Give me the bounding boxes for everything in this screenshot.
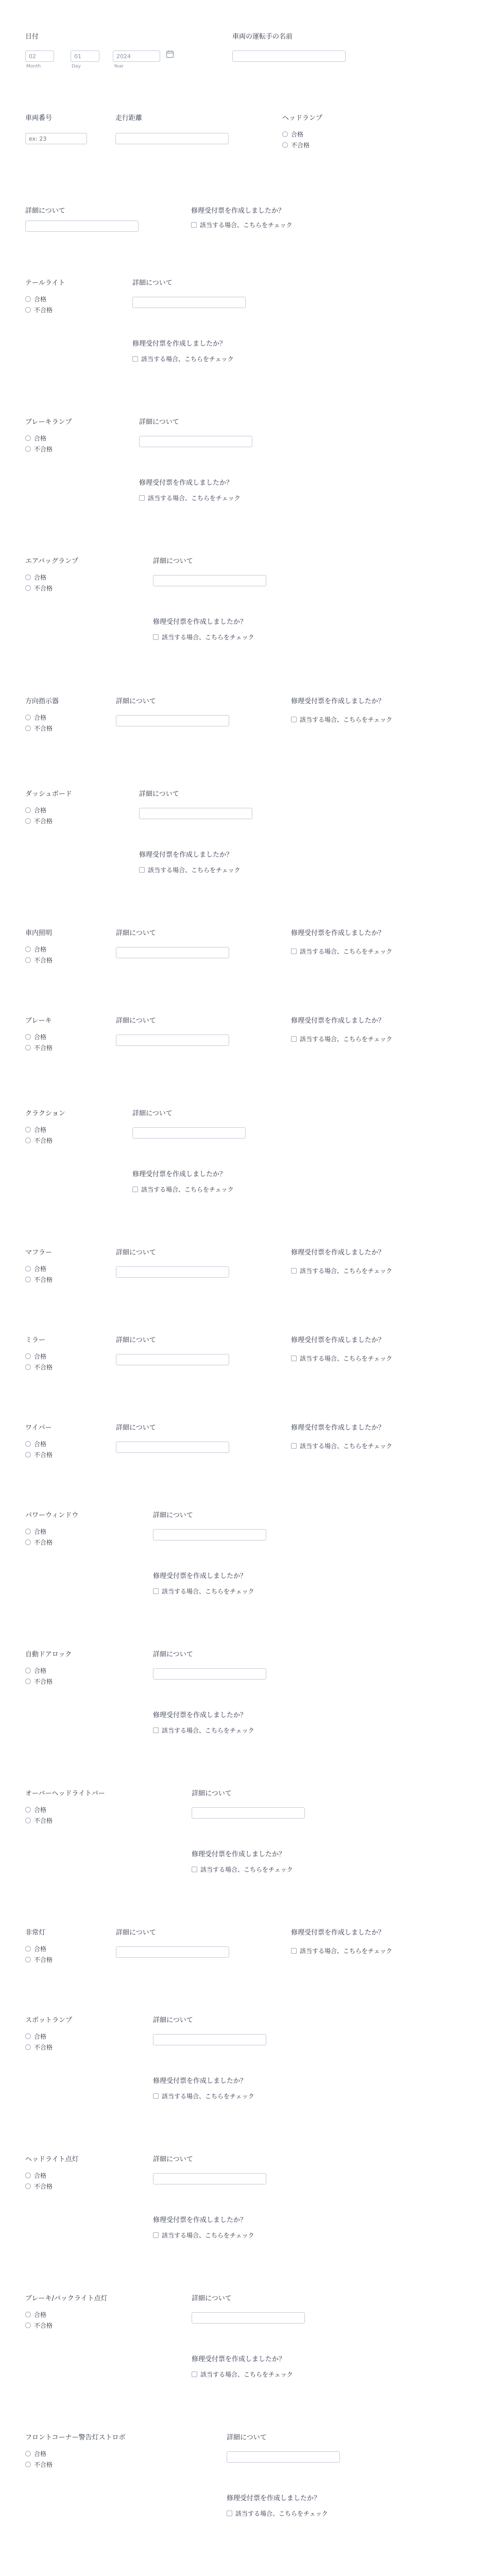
- date-label: 日付: [25, 33, 39, 41]
- item-13-repair-check[interactable]: [153, 1726, 254, 1735]
- item-4-pass-label: 合格: [34, 714, 47, 721]
- item-3-repair-question: 修理受付票を作成しましたか？: [153, 618, 247, 626]
- item-11-pass[interactable]: [25, 1439, 46, 1448]
- item-13-fail[interactable]: [25, 1677, 53, 1686]
- item-16-repair-question: 修理受付票を作成しましたか？: [153, 2077, 247, 2085]
- item-10-repair-check-label: 該当する場合、こちらをチェック: [300, 1355, 392, 1362]
- item-17-fail[interactable]: [25, 2182, 53, 2191]
- item-18-repair-question: 修理受付票を作成しましたか？: [192, 2355, 286, 2363]
- item-16-details-label: 詳細について: [153, 2016, 193, 2024]
- item-5-repair-check[interactable]: [139, 866, 241, 874]
- item-17-details-label: 詳細について: [153, 2156, 193, 2163]
- item-18-details-input[interactable]: [192, 2312, 305, 2324]
- item-6-repair-check-label: 該当する場合、こちらをチェック: [300, 948, 392, 955]
- item-2-details-label: 詳細について: [139, 418, 179, 426]
- item-10-pass-label: 合格: [34, 1353, 47, 1360]
- item-14-fail[interactable]: [25, 1816, 53, 1825]
- item-9-details-label: 詳細について: [116, 1249, 156, 1257]
- item-1-pass-label: 合格: [34, 296, 47, 303]
- item-16-repair-check-label: 該当する場合、こちらをチェック: [162, 2093, 254, 2100]
- item-3-pass[interactable]: [25, 573, 46, 582]
- date-month-input[interactable]: [25, 50, 54, 62]
- item-17-pass-label: 合格: [34, 2172, 47, 2179]
- item-1-details-label: 詳細について: [132, 279, 173, 287]
- item-5-repair-check-label: 該当する場合、こちらをチェック: [148, 867, 241, 874]
- item-3-title: エアバッグランプ: [25, 557, 78, 565]
- radio-button[interactable]: [25, 807, 31, 813]
- checkbox[interactable]: [291, 1036, 297, 1042]
- item-9-pass[interactable]: [25, 1264, 46, 1273]
- item-2-fail[interactable]: [25, 445, 53, 453]
- radio-button[interactable]: [25, 1818, 31, 1823]
- item-15-repair-check[interactable]: [291, 1946, 392, 1955]
- item-0-fail-label: 不合格: [291, 142, 310, 149]
- checkbox[interactable]: [227, 2511, 232, 2516]
- item-17-title: ヘッドライト点灯: [25, 2156, 79, 2163]
- item-13-repair-check-label: 該当する場合、こちらをチェック: [162, 1727, 254, 1734]
- item-17-pass[interactable]: [25, 2171, 46, 2180]
- item-15-details-label: 詳細について: [116, 1929, 156, 1937]
- radio-button[interactable]: [25, 2173, 31, 2178]
- radio-button[interactable]: [25, 2323, 31, 2328]
- item-11-details-label: 詳細について: [116, 1424, 156, 1432]
- checkbox[interactable]: [132, 356, 138, 362]
- checkbox[interactable]: [153, 634, 159, 640]
- item-8-repair-question: 修理受付票を作成しましたか？: [132, 1171, 227, 1178]
- item-15-fail[interactable]: [25, 1955, 53, 1964]
- item-7-details-input[interactable]: [116, 1035, 229, 1046]
- radio-button[interactable]: [25, 1539, 31, 1545]
- item-12-fail[interactable]: [25, 1538, 53, 1547]
- item-9-fail-label: 不合格: [34, 1276, 53, 1283]
- item-12-details-label: 詳細について: [153, 1512, 193, 1519]
- item-7-pass[interactable]: [25, 1032, 46, 1041]
- item-7-title: ブレーキ: [25, 1017, 52, 1025]
- item-16-repair-check[interactable]: [153, 2092, 254, 2100]
- item-8-repair-check-label: 該当する場合、こちらをチェック: [141, 1186, 234, 1193]
- item-1-fail-label: 不合格: [34, 307, 53, 314]
- radio-button[interactable]: [25, 2312, 31, 2317]
- item-5-fail-label: 不合格: [34, 818, 53, 825]
- item-8-title: クラクション: [25, 1110, 65, 1117]
- vehicle-number-label: 車両番号: [25, 114, 53, 122]
- item-19-details-label: 詳細について: [227, 2434, 267, 2442]
- checkbox[interactable]: [291, 717, 297, 722]
- item-14-fail-label: 不合格: [34, 1817, 53, 1824]
- radio-button[interactable]: [25, 446, 31, 452]
- item-12-fail-label: 不合格: [34, 1539, 53, 1546]
- radio-button[interactable]: [282, 131, 288, 137]
- item-4-details-input[interactable]: [116, 715, 229, 726]
- item-8-pass[interactable]: [25, 1125, 46, 1134]
- item-6-fail[interactable]: [25, 956, 53, 964]
- item-14-repair-check-label: 該当する場合、こちらをチェック: [200, 1866, 293, 1873]
- item-13-details-label: 詳細について: [153, 1651, 193, 1658]
- checkbox[interactable]: [291, 1268, 297, 1274]
- item-6-repair-check[interactable]: [291, 947, 392, 956]
- item-12-repair-check-label: 該当する場合、こちらをチェック: [162, 1588, 254, 1595]
- item-3-fail[interactable]: [25, 584, 53, 592]
- checkbox[interactable]: [291, 948, 297, 954]
- radio-button[interactable]: [25, 1266, 31, 1272]
- item-13-pass[interactable]: [25, 1666, 46, 1675]
- item-7-pass-label: 合格: [34, 1033, 47, 1041]
- item-4-pass[interactable]: [25, 713, 46, 722]
- item-12-pass-label: 合格: [34, 1528, 47, 1535]
- date-year-input[interactable]: [113, 50, 160, 62]
- radio-button[interactable]: [25, 1364, 31, 1370]
- radio-button[interactable]: [25, 435, 31, 441]
- radio-button[interactable]: [25, 957, 31, 963]
- item-17-fail-label: 不合格: [34, 2183, 53, 2190]
- item-10-repair-question: 修理受付票を作成しましたか？: [291, 1336, 385, 1344]
- item-15-repair-question: 修理受付票を作成しましたか？: [291, 1929, 385, 1937]
- item-18-pass[interactable]: [25, 2310, 46, 2319]
- item-14-details-label: 詳細について: [192, 1790, 232, 1798]
- calendar-icon[interactable]: [166, 50, 174, 58]
- date-month-sublabel: Month: [26, 64, 41, 69]
- date-day-input[interactable]: [71, 50, 99, 62]
- radio-button[interactable]: [25, 946, 31, 952]
- item-14-repair-question: 修理受付票を作成しましたか？: [192, 1851, 286, 1858]
- item-12-repair-check[interactable]: [153, 1587, 254, 1596]
- item-5-details-label: 詳細について: [139, 790, 179, 798]
- item-11-pass-label: 合格: [34, 1440, 47, 1448]
- item-10-fail-label: 不合格: [34, 1364, 53, 1371]
- item-16-pass-label: 合格: [34, 2033, 47, 2040]
- item-17-details-input[interactable]: [153, 2173, 266, 2184]
- item-18-pass-label: 合格: [34, 2311, 47, 2318]
- item-11-repair-check[interactable]: [291, 1442, 392, 1450]
- checkbox[interactable]: [291, 1355, 297, 1361]
- item-8-pass-label: 合格: [34, 1126, 47, 1133]
- item-13-pass-label: 合格: [34, 1667, 47, 1674]
- item-18-title: ブレーキ/バックライト点灯: [25, 2295, 108, 2302]
- item-15-fail-label: 不合格: [34, 1956, 53, 1963]
- checkbox[interactable]: [191, 222, 197, 228]
- item-2-repair-question: 修理受付票を作成しましたか？: [139, 479, 233, 487]
- radio-button[interactable]: [25, 1529, 31, 1534]
- radio-button[interactable]: [25, 1452, 31, 1458]
- item-2-repair-check-label: 該当する場合、こちらをチェック: [148, 495, 241, 502]
- item-10-repair-check[interactable]: [291, 1354, 392, 1363]
- item-0-fail[interactable]: [282, 141, 310, 149]
- radio-button[interactable]: [25, 1127, 31, 1132]
- item-7-details-label: 詳細について: [116, 1017, 156, 1025]
- item-10-details-label: 詳細について: [116, 1336, 156, 1344]
- item-3-repair-check[interactable]: [153, 633, 254, 641]
- item-8-details-label: 詳細について: [132, 1110, 173, 1117]
- item-17-repair-question: 修理受付票を作成しましたか？: [153, 2216, 247, 2224]
- item-19-fail-label: 不合格: [34, 2461, 53, 2468]
- checkbox[interactable]: [132, 1187, 138, 1192]
- radio-button[interactable]: [25, 1045, 31, 1050]
- odometer-label: 走行距離: [115, 114, 143, 122]
- radio-button[interactable]: [25, 296, 31, 302]
- item-0-details-label: 詳細について: [25, 207, 65, 215]
- item-13-title: 自動ドアロック: [25, 1651, 72, 1658]
- item-10-fail[interactable]: [25, 1363, 53, 1371]
- item-19-repair-check[interactable]: [227, 2509, 328, 2518]
- checkbox[interactable]: [153, 2232, 159, 2238]
- item-6-title: 車内照明: [25, 929, 53, 937]
- date-year-sublabel: Year: [114, 64, 124, 69]
- item-4-details-label: 詳細について: [116, 698, 156, 705]
- item-1-details-input[interactable]: [132, 297, 246, 308]
- item-15-pass-label: 合格: [34, 1945, 47, 1953]
- item-1-repair-check[interactable]: [132, 354, 234, 363]
- item-5-details-input[interactable]: [139, 808, 252, 819]
- radio-button[interactable]: [25, 1034, 31, 1040]
- item-4-fail-label: 不合格: [34, 725, 53, 732]
- radio-button[interactable]: [25, 1946, 31, 1952]
- driver-name-input[interactable]: [232, 50, 346, 62]
- radio-button[interactable]: [25, 715, 31, 720]
- item-3-details-input[interactable]: [153, 575, 266, 586]
- item-6-fail-label: 不合格: [34, 957, 53, 964]
- item-5-pass[interactable]: [25, 806, 46, 815]
- item-14-details-input[interactable]: [192, 1807, 305, 1819]
- item-3-pass-label: 合格: [34, 574, 47, 581]
- item-1-repair-check-label: 該当する場合、こちらをチェック: [141, 355, 234, 363]
- item-18-details-label: 詳細について: [192, 2295, 232, 2302]
- item-17-repair-check-label: 該当する場合、こちらをチェック: [162, 2232, 254, 2239]
- item-10-title: ミラー: [25, 1336, 46, 1344]
- item-19-pass[interactable]: [25, 2449, 46, 2458]
- item-18-fail-label: 不合格: [34, 2322, 53, 2329]
- item-11-details-input[interactable]: [116, 1442, 229, 1453]
- item-16-title: スポットランプ: [25, 2016, 73, 2024]
- checkbox[interactable]: [192, 2371, 197, 2377]
- radio-button[interactable]: [25, 1277, 31, 1282]
- item-9-repair-check-label: 該当する場合、こちらをチェック: [300, 1267, 392, 1275]
- item-18-repair-check[interactable]: [192, 2370, 293, 2379]
- item-11-repair-check-label: 該当する場合、こちらをチェック: [300, 1443, 392, 1450]
- radio-button[interactable]: [25, 574, 31, 580]
- item-19-details-input[interactable]: [227, 2451, 340, 2463]
- item-16-details-input[interactable]: [153, 2034, 266, 2045]
- item-0-repair-check[interactable]: [191, 221, 293, 229]
- driver-name-label: 車両の運転手の名前: [232, 33, 293, 41]
- item-15-pass[interactable]: [25, 1944, 46, 1953]
- item-2-details-input[interactable]: [139, 436, 252, 447]
- item-19-repair-question: 修理受付票を作成しましたか？: [227, 2495, 321, 2502]
- item-6-pass[interactable]: [25, 945, 46, 954]
- item-3-details-label: 詳細について: [153, 557, 193, 565]
- checkbox[interactable]: [291, 1443, 297, 1449]
- item-16-fail[interactable]: [25, 2043, 53, 2052]
- item-0-repair-check-label: 該当する場合、こちらをチェック: [200, 222, 293, 229]
- item-11-fail-label: 不合格: [34, 1451, 53, 1459]
- radio-button[interactable]: [25, 1668, 31, 1673]
- item-8-fail-label: 不合格: [34, 1137, 53, 1144]
- item-5-pass-label: 合格: [34, 807, 47, 814]
- item-7-fail[interactable]: [25, 1043, 53, 1052]
- item-7-repair-check[interactable]: [291, 1035, 392, 1043]
- item-19-repair-check-label: 該当する場合、こちらをチェック: [235, 2510, 328, 2517]
- item-6-pass-label: 合格: [34, 946, 47, 953]
- checkbox[interactable]: [153, 1727, 159, 1733]
- item-9-fail[interactable]: [25, 1275, 53, 1284]
- checkbox[interactable]: [153, 2093, 159, 2099]
- item-18-fail[interactable]: [25, 2321, 53, 2330]
- checkbox[interactable]: [139, 867, 145, 873]
- item-2-pass-label: 合格: [34, 435, 47, 442]
- item-1-repair-question: 修理受付票を作成しましたか？: [132, 340, 227, 348]
- item-19-fail[interactable]: [25, 2460, 53, 2469]
- radio-button[interactable]: [25, 1138, 31, 1143]
- radio-button[interactable]: [25, 2451, 31, 2456]
- item-13-repair-question: 修理受付票を作成しましたか？: [153, 1711, 247, 1719]
- radio-button[interactable]: [25, 585, 31, 591]
- item-14-repair-check[interactable]: [192, 1865, 293, 1874]
- item-15-repair-check-label: 該当する場合、こちらをチェック: [300, 1947, 392, 1955]
- item-12-pass[interactable]: [25, 1527, 46, 1536]
- item-17-repair-check[interactable]: [153, 2231, 254, 2240]
- item-0-repair-question: 修理受付票を作成しましたか？: [191, 207, 285, 215]
- item-13-details-input[interactable]: [153, 1668, 266, 1680]
- item-8-repair-check[interactable]: [132, 1185, 234, 1194]
- item-4-repair-question: 修理受付票を作成しましたか？: [291, 698, 385, 705]
- item-14-pass[interactable]: [25, 1805, 46, 1814]
- item-15-details-input[interactable]: [116, 1946, 229, 1958]
- checkbox[interactable]: [291, 1948, 297, 1954]
- item-5-fail[interactable]: [25, 817, 53, 825]
- radio-button[interactable]: [25, 2462, 31, 2467]
- item-10-details-input[interactable]: [116, 1354, 229, 1365]
- item-0-title: ヘッドランプ: [282, 114, 323, 122]
- item-7-repair-question: 修理受付票を作成しましたか？: [291, 1017, 385, 1025]
- item-2-title: ブレーキランプ: [25, 418, 72, 426]
- item-19-title: フロントコーナー警告灯ストロボ: [25, 2434, 126, 2442]
- item-9-pass-label: 合格: [34, 1265, 47, 1273]
- item-9-details-input[interactable]: [116, 1266, 229, 1278]
- item-1-pass[interactable]: [25, 295, 46, 303]
- item-14-pass-label: 合格: [34, 1806, 47, 1814]
- radio-button[interactable]: [25, 307, 31, 313]
- radio-button[interactable]: [25, 2183, 31, 2189]
- odometer-input[interactable]: [115, 133, 229, 144]
- item-19-pass-label: 合格: [34, 2450, 47, 2458]
- item-14-title: オーバーヘッドライトバー: [25, 1790, 105, 1798]
- checkbox[interactable]: [192, 1867, 197, 1872]
- item-11-fail[interactable]: [25, 1450, 53, 1459]
- item-2-repair-check[interactable]: [139, 494, 241, 502]
- item-2-fail-label: 不合格: [34, 446, 53, 453]
- radio-button[interactable]: [25, 1807, 31, 1812]
- radio-button[interactable]: [25, 1957, 31, 1962]
- item-15-title: 非常灯: [25, 1929, 46, 1937]
- item-10-pass[interactable]: [25, 1352, 46, 1361]
- radio-button[interactable]: [25, 1353, 31, 1359]
- item-5-title: ダッシュボード: [25, 790, 72, 798]
- item-1-fail[interactable]: [25, 306, 53, 314]
- item-12-repair-question: 修理受付票を作成しましたか？: [153, 1572, 247, 1580]
- item-4-repair-check[interactable]: [291, 715, 392, 724]
- item-0-pass[interactable]: [282, 130, 303, 139]
- radio-button[interactable]: [25, 2033, 31, 2039]
- item-1-title: テールライト: [25, 279, 65, 287]
- radio-button[interactable]: [282, 142, 288, 148]
- item-13-fail-label: 不合格: [34, 1678, 53, 1685]
- item-0-pass-label: 合格: [291, 131, 304, 138]
- radio-button[interactable]: [25, 818, 31, 824]
- item-18-repair-check-label: 該当する場合、こちらをチェック: [200, 2371, 293, 2378]
- item-8-fail[interactable]: [25, 1136, 53, 1145]
- item-6-repair-question: 修理受付票を作成しましたか？: [291, 929, 385, 937]
- item-7-fail-label: 不合格: [34, 1044, 53, 1052]
- item-9-title: マフラー: [25, 1249, 53, 1257]
- item-12-details-input[interactable]: [153, 1529, 266, 1540]
- item-8-details-input[interactable]: [132, 1127, 246, 1139]
- item-4-repair-check-label: 該当する場合、こちらをチェック: [300, 716, 392, 723]
- item-7-repair-check-label: 該当する場合、こちらをチェック: [300, 1036, 392, 1043]
- checkbox[interactable]: [139, 495, 145, 501]
- item-4-fail[interactable]: [25, 724, 53, 733]
- item-16-fail-label: 不合格: [34, 2044, 53, 2051]
- item-9-repair-check[interactable]: [291, 1266, 392, 1275]
- item-2-pass[interactable]: [25, 434, 46, 443]
- item-6-details-input[interactable]: [116, 947, 229, 958]
- item-11-title: ワイパー: [25, 1424, 52, 1432]
- date-day-sublabel: Day: [72, 64, 81, 69]
- checkbox[interactable]: [153, 1588, 159, 1594]
- item-3-fail-label: 不合格: [34, 585, 53, 592]
- radio-button[interactable]: [25, 725, 31, 731]
- item-12-title: パワーウィンドウ: [25, 1512, 79, 1519]
- item-11-repair-question: 修理受付票を作成しましたか？: [291, 1424, 385, 1432]
- radio-button[interactable]: [25, 2044, 31, 2050]
- item-9-repair-question: 修理受付票を作成しましたか？: [291, 1249, 385, 1257]
- item-3-repair-check-label: 該当する場合、こちらをチェック: [162, 634, 254, 641]
- item-5-repair-question: 修理受付票を作成しましたか？: [139, 851, 233, 859]
- vehicle-number-input[interactable]: [25, 133, 87, 144]
- item-6-details-label: 詳細について: [116, 929, 156, 937]
- radio-button[interactable]: [25, 1679, 31, 1684]
- item-0-details-input[interactable]: [25, 221, 139, 232]
- item-16-pass[interactable]: [25, 2032, 46, 2041]
- radio-button[interactable]: [25, 1441, 31, 1447]
- item-4-title: 方向指示器: [25, 698, 59, 705]
